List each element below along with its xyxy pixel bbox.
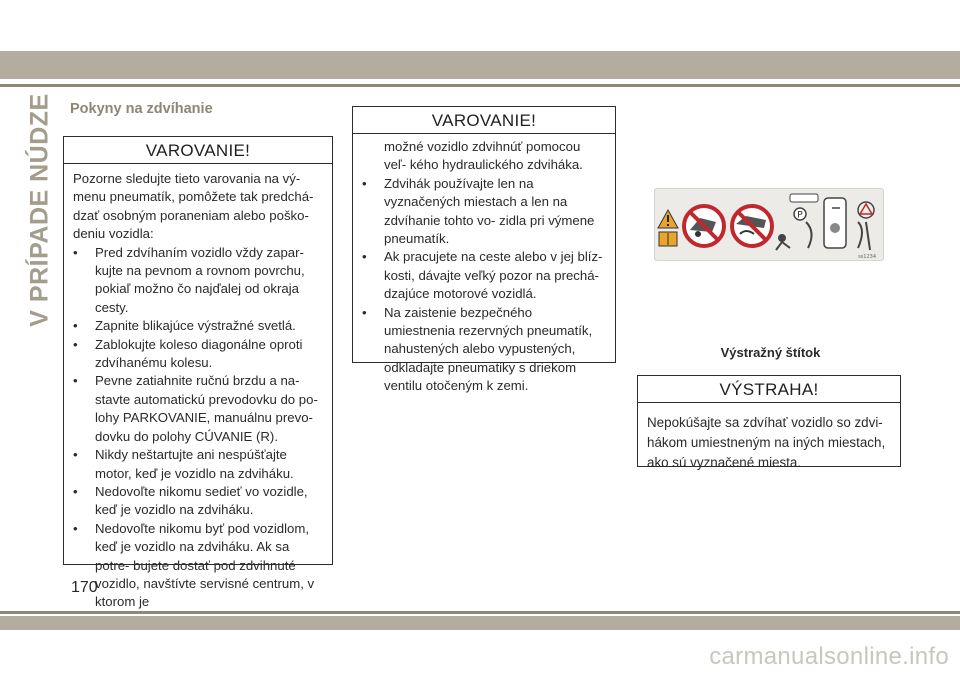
caution-heading: VÝSTRAHA! xyxy=(638,376,900,403)
park-gear-icon xyxy=(790,194,818,248)
list-item: • Zdvihák používajte len na vyznačených miestach a len na zdvíhanie tohto vo- zidla pri výmene pneumatík. xyxy=(362,175,595,247)
no-crawl-under-icon xyxy=(684,206,724,246)
section-title: Pokyny na zdvíhanie xyxy=(70,101,213,117)
list-item: • Zablokujte koleso diagonálne oproti zdvíhanému kolesu. xyxy=(73,336,303,371)
bullet-icon: • xyxy=(73,373,78,389)
warning-box-2 xyxy=(352,106,616,394)
list-item: • Nedovoľte nikomu byť pod vozidlom, keď je vozidlo na zdviháku. Ak sa potre- bujete dostať pod zdvihnuté vozidlo, navštívte servisné centrum, v ktorom je xyxy=(73,520,315,610)
list-item: • Ak pracujete na ceste alebo v jej blíz- kosti, dávajte veľký pozor na prechá- dzajúce motorové vozidlá. xyxy=(362,249,603,302)
warning-list xyxy=(73,244,323,612)
warning-body xyxy=(353,134,615,396)
chapter-side-tab xyxy=(25,93,54,327)
bullet-icon: • xyxy=(73,483,78,499)
watermark: carmanualsonline.info xyxy=(709,643,949,670)
footer-rule xyxy=(0,611,960,614)
caution-box xyxy=(637,375,901,470)
bullet-icon: • xyxy=(73,244,78,260)
bullet-icon: • xyxy=(362,304,367,320)
warning-heading: VAROVANIE! xyxy=(353,107,615,134)
list-item: • Nedovoľte nikomu sedieť vo vozidle, keď je vozidlo na zdviháku. xyxy=(73,483,308,518)
warning-continuation: možné vozidlo zdvihnúť pomocou veľ- kého hydraulického zdviháka. xyxy=(384,139,583,173)
bullet-icon: • xyxy=(73,447,78,463)
warning-label-image xyxy=(654,188,884,261)
warning-heading: VAROVANIE! xyxy=(64,137,332,164)
list-item: • Pevne zatiahnite ručnú brzdu a na- stavte automatickú prevodovku do po- lohy PARKOVANIE, manuálnu prevo- dovku do polohy CÚVANIE (R). xyxy=(73,373,318,444)
label-code: ss1234 xyxy=(858,254,876,260)
hazard-light-icon xyxy=(858,202,874,250)
header-rule xyxy=(0,84,960,87)
bullet-icon: • xyxy=(362,249,367,265)
bullet-icon: • xyxy=(73,318,78,334)
warning-body xyxy=(64,164,332,612)
person-kneeling-icon xyxy=(776,234,790,250)
header-band xyxy=(0,51,960,79)
warning-label-svg xyxy=(654,188,884,261)
svg-text:P: P xyxy=(797,210,803,221)
bullet-icon: • xyxy=(362,175,367,191)
jack-point-icon xyxy=(824,198,846,248)
bullet-icon: • xyxy=(73,336,78,352)
page-number: 170 xyxy=(71,579,98,596)
manual-book-icon xyxy=(659,232,677,246)
list-item: • Pred zdvíhaním vozidlo vždy zapar- kujte na pevnom a rovnom povrchu, pokiaľ možno čo najďalej od okraja cesty. xyxy=(73,244,305,315)
warning-list xyxy=(362,175,606,396)
caution-body xyxy=(638,403,900,473)
no-crawl-under-car-icon xyxy=(732,206,772,246)
warning-triangle-icon xyxy=(658,210,678,228)
footer-band xyxy=(0,616,960,630)
caution-text: Nepokúšajte sa zdvíhať vozidlo so zdvi- hákom umiestneným na iných miestach, ako sú vyznačené miesta. xyxy=(647,415,886,470)
label-caption: Výstražný štítok xyxy=(720,345,821,360)
bullet-icon: • xyxy=(73,520,78,536)
list-item: • Zapnite blikajúce výstražné svetlá. xyxy=(73,317,323,335)
chapter-title: V PRÍPADE NÚDZE xyxy=(25,93,54,327)
list-item: • Nikdy neštartujte ani nespúšťajte motor, keď je vozidlo na zdviháku. xyxy=(73,447,294,481)
list-item: • Na zaistenie bezpečného umiestnenia rezervných pneumatík, nahustených alebo vypustených, odkladajte pneumatiky s driekom ventilu otočeným k zemi. xyxy=(362,304,593,394)
top-margin xyxy=(0,0,960,51)
warning-intro: Pozorne sledujte tieto varovania na vý- menu pneumatík, pomôžete tak predchá- dzať osobným poraneniam alebo poško- deniu vozidla: xyxy=(73,171,314,242)
